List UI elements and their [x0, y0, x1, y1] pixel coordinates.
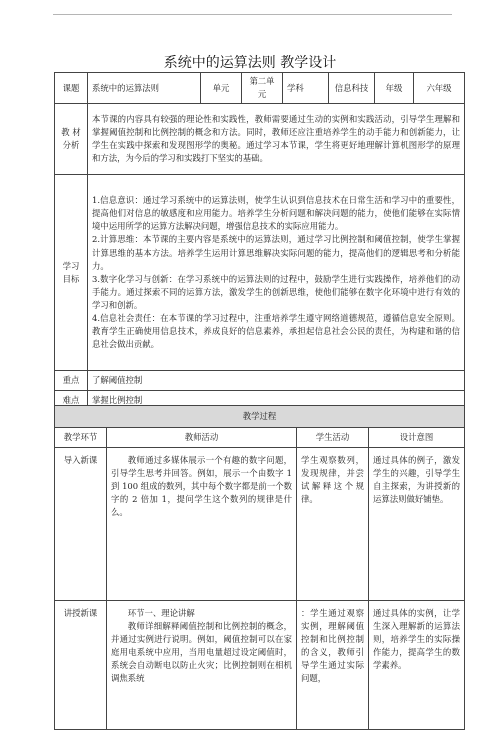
analysis-text: 本节课的内容具有较强的理论性和实践性，教师需要通过生动的实例和实践活动，引导学生理解和掌握阈值控制和比例控制的概念和方法。同时，教师还应注重培养学生的动手能力和创新能力，让学生在实践中探索和发现图形学的奥秘。通过学习本节课，学生将更好地理解计算机图形学的原理和方法，为今后的学习和实践打下坚实的基础。 — [88, 104, 465, 175]
teacher-cell: 环节一、理论讲解 教师详细解释阈值控制和比例控制的概念，并通过实例进行说明。例如，阈值控制可以在家庭用电系统中应用，当用电量超过设定阈值时，系统会自动断电以防止火灾；比例控制则在相机调焦系统 — [107, 601, 297, 730]
process-row-intro — [55, 448, 465, 601]
unit-label: 单元 — [201, 73, 242, 104]
process-row-lecture — [55, 601, 465, 730]
goals-label: 学习 目标 — [55, 175, 88, 371]
student-cell: 学生观察数列，发现规律，并尝试解释这个规律。 — [297, 448, 369, 601]
process-band: 教学过程 — [55, 406, 465, 428]
process-header-row — [55, 428, 465, 448]
stage-cell: 导入新课 — [55, 448, 107, 601]
grade-label: 年级 — [375, 73, 414, 104]
header-rule — [53, 14, 452, 15]
goals-row — [55, 175, 465, 371]
intent-cell: 通过具体的实例，让学生深入理解新的运算法则，培养学生的实际操作能力，提高学生的数学素养。 — [369, 601, 465, 730]
header-teacher: 教师活动 — [107, 428, 297, 448]
key-point-row — [55, 371, 465, 391]
difficulty-value: 掌握比例控制 — [88, 391, 465, 411]
student-cell: ：学生通过观察实例，理解阈值控制和比例控制的含义，教师引导学生通过实际问题， — [297, 601, 369, 730]
lesson-plan-table — [54, 72, 465, 411]
subject-value: 信息科技 — [329, 73, 375, 104]
subject-label: 学科 — [283, 73, 329, 104]
process-band-row — [55, 406, 465, 428]
goal-item: 2.计算思维：本节课的主要内容是系统中的运算法则，通过学习比例控制和阈值控制，使学生掌握计算思维的基本方法。培养学生运用计算思维解决实际问题的能力，提高他们的逻辑思考和分析能力。 — [92, 234, 460, 271]
header-intent: 设计意图 — [369, 428, 465, 448]
key-point-value: 了解阈值控制 — [88, 371, 465, 391]
analysis-label: 教 材 分析 — [55, 104, 88, 175]
course-label: 课题 — [55, 73, 88, 104]
goal-item: 1.信息意识：通过学习系统中的运算法则，使学生认识到信息技术在日常生活和学习中的重要性，提高他们对信息的敏感度和应用能力。培养学生分析问题和解决问题的能力，使他们能够在实际情境中运用所学的运算方法解决问题，增强信息技术的实际应用能力。 — [92, 195, 460, 232]
header-student: 学生活动 — [297, 428, 369, 448]
unit-value: 第二单元 — [242, 73, 283, 104]
goals-text — [88, 175, 465, 371]
process-table — [54, 405, 465, 730]
difficulty-label: 难点 — [55, 391, 88, 411]
goal-item: 3.数字化学习与创新：在学习系统中的运算法则的过程中，鼓励学生进行实践操作，培养他们的动手能力。通过探索不同的运算方法，激发学生的创新思维，使他们能够在数字化环境中进行有效的学习和创新。 — [92, 273, 460, 310]
goal-item: 4.信息社会责任：在本节课的学习过程中，注重培养学生遵守网络道德规范，遵循信息安全原则。教育学生正确使用信息技术，养成良好的信息素养，承担起信息社会公民的责任，为构建和谐的信息社会做出贡献。 — [92, 312, 460, 349]
document-title: 系统中的运算法则 教学设计 — [163, 55, 337, 71]
grade-value: 六年级 — [414, 73, 465, 104]
course-value: 系统中的运算法则 — [88, 73, 201, 104]
analysis-row — [55, 104, 465, 175]
intent-cell: 通过具体的例子，激发学生的兴趣，引导学生自主探索，为讲授新的运算法则做好铺垫。 — [369, 448, 465, 601]
key-point-label: 重点 — [55, 371, 88, 391]
info-row — [55, 73, 465, 104]
header-stage: 教学环节 — [55, 428, 107, 448]
stage-cell: 讲授新课 — [55, 601, 107, 730]
teacher-cell: 教师通过多媒体展示一个有趣的数字问题，引导学生思考并回答。例如，展示一个由数字 1 到 100 组成的数列，其中每个数字都是前一个数字的 2 倍加 1，提问学生这个数列的规律是什么。 — [107, 448, 297, 601]
